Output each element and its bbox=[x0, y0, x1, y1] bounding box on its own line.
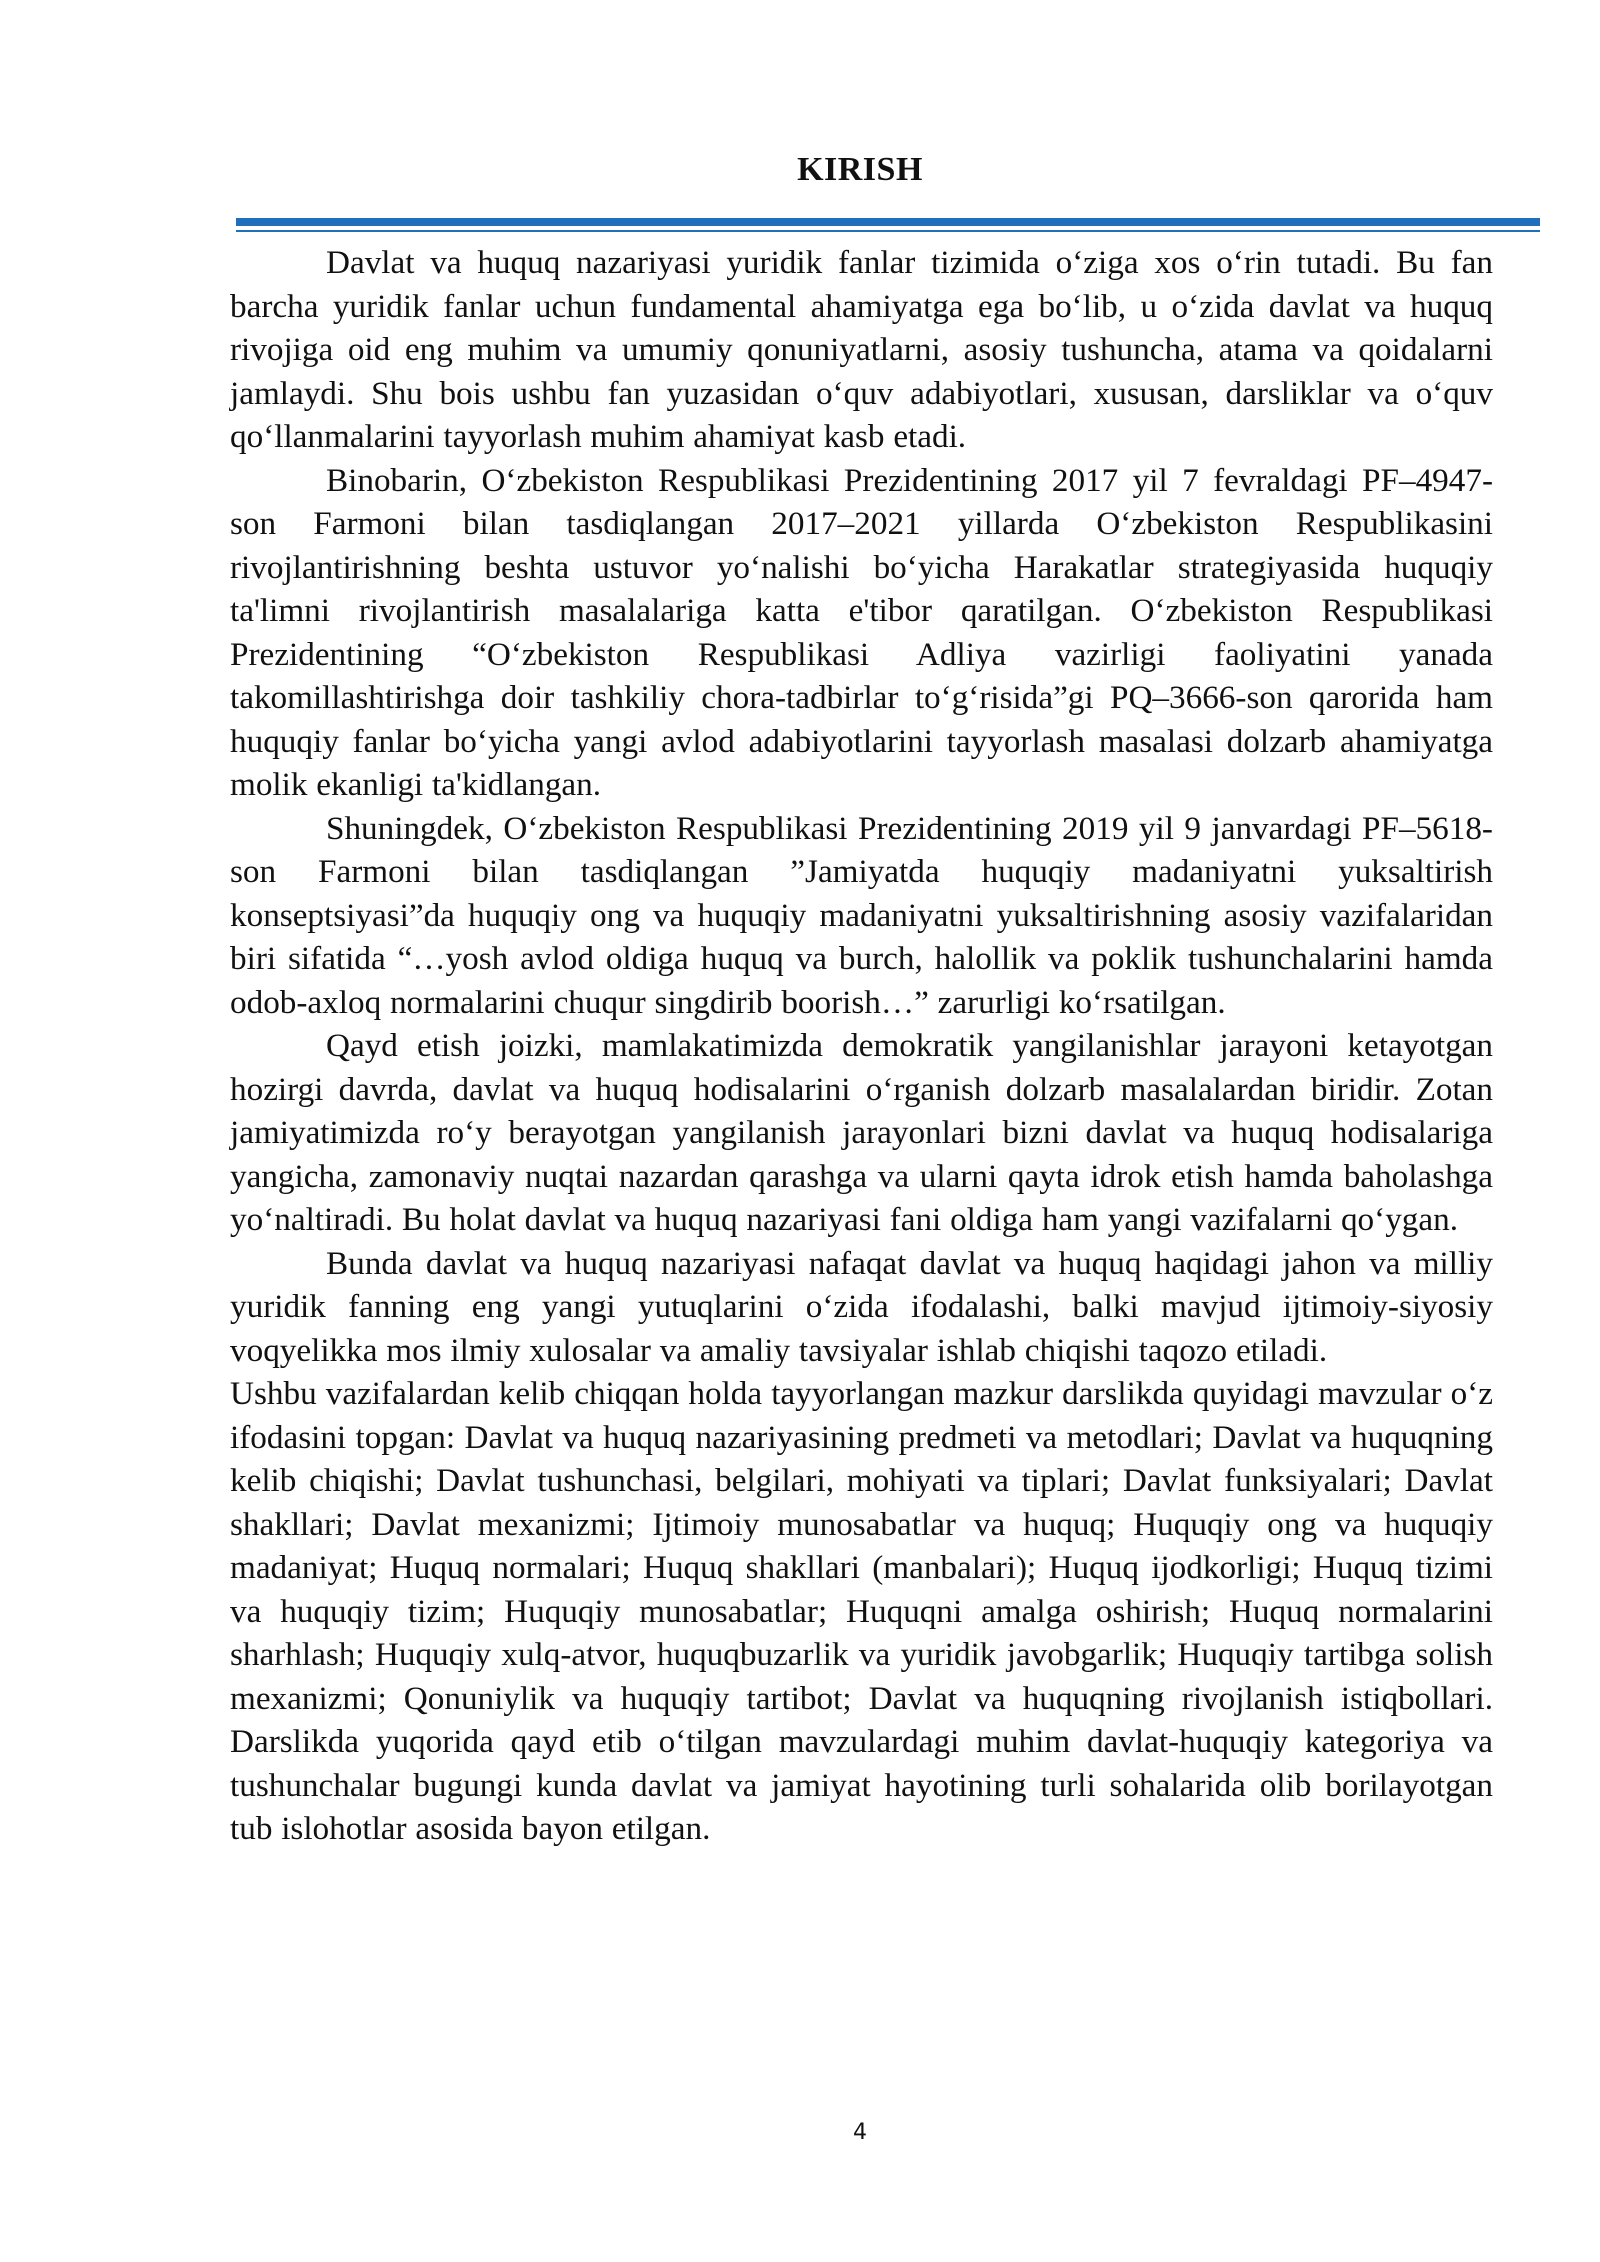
section-title: KIRISH bbox=[797, 151, 923, 188]
body-text bbox=[230, 241, 1493, 1851]
page-number: 4 bbox=[853, 2120, 867, 2145]
paragraph-3: Shuningdek, O‘zbekiston Respublikasi Prezidentining 2019 yil 9 janvardagi PF–5618-son Farmoni bilan tasdiqlangan ”Jamiyatda huquqiy madaniyatni yuksaltirish konseptsiyasi”da huquqiy ong va huquqiy madaniyatni yuksaltirishning asosiy vazifalaridan biri sifatida “…yosh avlod oldiga huquq va burch, halollik va poklik tushunchalarini hamda odob-axloq normalarini chuqur singdirib boorish…” zarurligi ko‘rsatilgan. bbox=[230, 809, 1493, 1021]
title-divider bbox=[236, 218, 1540, 232]
paragraph-1: Davlat va huquq nazariyasi yuridik fanlar tizimida o‘ziga xos o‘rin tutadi. Bu fan barcha yuridik fanlar uchun fundamental ahamiyatga ega bo‘lib, u o‘zida davlat va huquq rivojiga oid eng muhim va umumiy qonuniyatlarni, asosiy tushuncha, atama va qoidalarni jamlaydi. Shu bois ushbu fan yuzasidan o‘quv adabiyotlari, xususan, darsliklar va o‘quv qo‘llanmalarini tayyorlash muhim ahamiyat kasb etadi. bbox=[230, 244, 1493, 455]
paragraph-6: Ushbu vazifalardan kelib chiqqan holda tayyorlangan mazkur darslikda quyidagi mavzular o‘z ifodasini topgan: Davlat va huquq nazariyasining predmeti va metodlari; Davlat va huquqning kelib chiqishi; Davlat tushunchasi, belgilari, mohiyati va tiplari; Davlat funksiyalari; Davlat shakllari; Davlat mexanizmi; Ijtimoiy munosabatlar va huquq; Huquqiy ong va huquqiy madaniyat; Huquq normalari; Huquq shakllari (manbalari); Huquq ijodkorligi; Huquq tizimi va huquqiy tizim; Huquqiy munosabatlar; Huquqni amalga oshirish; Huquq normalarini sharhlash; Huquqiy xulq-atvor, huquqbuzarlik va yuridik javobgarlik; Huquqiy tartibga solish mexanizmi; Qonuniylik va huquqiy tartibot; Davlat va huquqning rivojlanish istiqbollari. Darslikda yuqorida qayd etib o‘tilgan mavzulardagi muhim davlat-huquqiy kategoriya va tushunchalar bugungi kunda davlat va jamiyat hayotining turli sohalarida olib borilayotgan tub islohotlar asosida bayon etilgan. bbox=[230, 1375, 1493, 1847]
divider-thick-line bbox=[236, 218, 1540, 226]
paragraph-2: Binobarin, O‘zbekiston Respublikasi Prezidentining 2017 yil 7 fevraldagi PF–4947-son Farmoni bilan tasdiqlangan 2017–2021 yillarda O‘zbekiston Respublikasini rivojlantirishning beshta ustuvor yo‘nalishi bo‘yicha Harakatlar strategiyasida huquqiy ta'limni rivojlantirish masalalariga katta e'tibor qaratilgan. O‘zbekiston Respublikasi Prezidentining “O‘zbekiston Respublikasi Adliya vazirligi faoliyatini yanada takomillashtirishga doir tashkiliy chora-tadbirlar to‘g‘risida”gi PQ–3666-son qarorida ham huquqiy fanlar bo‘yicha yangi avlod adabiyotlarini tayyorlash masalasi dolzarb ahamiyatga molik ekanligi ta'kidlangan. bbox=[230, 461, 1493, 803]
paragraph-4: Qayd etish joizki, mamlakatimizda demokratik yangilanishlar jarayoni ketayotgan hozirgi davrda, davlat va huquq hodisalarini o‘rganish dolzarb masalalardan biridir. Zotan jamiyatimizda ro‘y berayotgan yangilanish jarayonlari bizni davlat va huquq hodisalariga yangicha, zamonaviy nuqtai nazardan qarashga va ularni qayta idrok etish hamda baholashga yo‘naltiradi. Bu holat davlat va huquq nazariyasi fani oldiga ham yangi vazifalarni qo‘ygan. bbox=[230, 1027, 1493, 1238]
divider-thin-line bbox=[236, 230, 1540, 232]
paragraph-5: Bunda davlat va huquq nazariyasi nafaqat davlat va huquq haqidagi jahon va milliy yuridik fanning eng yangi yutuqlarini o‘zida ifodalashi, balki mavjud ijtimoiy-siyosiy voqyelikka mos ilmiy xulosalar va amaliy tavsiyalar ishlab chiqishi taqozo etiladi. bbox=[230, 1244, 1493, 1369]
